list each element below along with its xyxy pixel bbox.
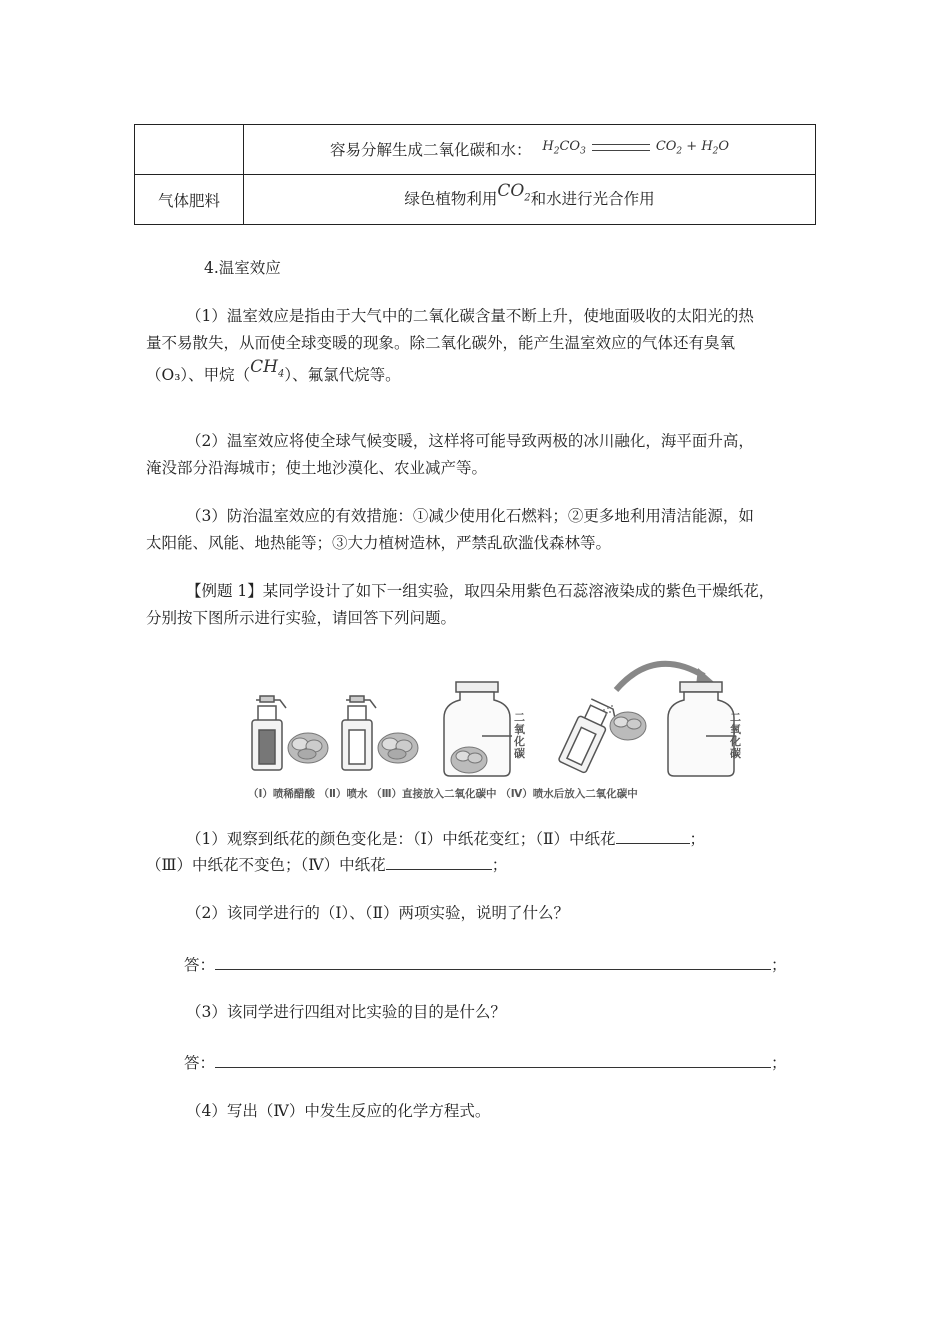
gas-jar-icon xyxy=(668,682,736,776)
answer-blank[interactable] xyxy=(616,829,690,844)
spray-bottle-icon xyxy=(342,696,376,770)
table-cell-label xyxy=(135,125,244,175)
section-title: 4.温室效应 xyxy=(204,259,281,277)
example-line-1: 【例题 1】某同学设计了如下一组实验，取四朵用紫色石蕊溶液染成的紫色干燥纸花， xyxy=(186,582,775,600)
example-line-2: 分别按下图所示进行实验，请回答下列问题。 xyxy=(146,609,457,627)
property-table xyxy=(134,124,816,225)
table-cell-text: 容易分解生成二氧化碳和水： xyxy=(329,140,532,159)
paragraph-1-line-1: （1）温室效应是指由于大气中的二氧化碳含量不断上升，使地面吸收的太阳光的热 xyxy=(186,307,754,325)
figure-caption: （Ⅰ）喷稀醋酸 （Ⅱ）喷水 （Ⅲ）直接放入二氧化碳中 （Ⅳ）喷水后放入二氧化碳中 xyxy=(248,788,638,800)
table-row xyxy=(135,175,816,225)
table-cell-label: 气体肥料 xyxy=(135,175,244,225)
paragraph-1-line-3: （O₃）、甲烷$(CH_4)$、氟氯代烷等。 xyxy=(146,357,401,384)
answer-line[interactable] xyxy=(215,955,771,970)
table-row xyxy=(135,125,816,175)
table-cell-content: 绿色植物利用$CO_2$和水进行光合作用 xyxy=(244,175,816,225)
table-cell-content xyxy=(244,125,816,175)
jar-label-co2: 二氧化碳 xyxy=(514,711,525,760)
paragraph-2-line-1: （2）温室效应将使全球气候变暖，这样将可能导致两极的冰川融化，海平面升高， xyxy=(186,432,754,450)
flower-icon xyxy=(378,733,418,763)
co2-formula: $CO_2$ xyxy=(497,181,531,204)
chemical-equation: $H_2CO_3$ $CO_2 + H_2O$ xyxy=(542,138,730,157)
experiment-figure xyxy=(244,648,744,808)
jar-label-co2: 二氧化碳 xyxy=(730,711,741,760)
flower-icon xyxy=(288,733,328,763)
example-label: 【例题 1】 xyxy=(186,582,263,600)
paragraph-3-line-2: 太阳能、风能、地热能等；③大力植树造林，严禁乱砍滥伐森林等。 xyxy=(146,534,612,552)
question-1-line-2: （Ⅲ）中纸花不变色；（Ⅳ）中纸花 ； xyxy=(146,856,508,874)
spray-bottle-icon xyxy=(252,696,286,770)
question-3-answer: 答： ； xyxy=(184,1054,787,1072)
paragraph-2-line-2: 淹没部分沿海城市；使土地沙漠化、农业减产等。 xyxy=(146,459,488,477)
paragraph-1-line-2: 量不易散失，从而使全球变暖的现象。除二氧化碳外，能产生温室效应的气体还有臭氧 xyxy=(146,334,736,352)
equals-sign-icon xyxy=(592,144,650,151)
question-4-text: （4）写出（Ⅳ）中发生反应的化学方程式。 xyxy=(186,1102,491,1120)
answer-blank[interactable] xyxy=(386,855,492,870)
experiment-illustration xyxy=(244,648,744,808)
flower-icon xyxy=(451,747,487,773)
question-2-text: （2）该同学进行的（Ⅰ）、（Ⅱ）两项实验，说明了什么？ xyxy=(186,904,570,922)
flower-icon xyxy=(610,712,646,740)
question-3-text: （3）该同学进行四组对比实验的目的是什么？ xyxy=(186,1003,506,1021)
question-1-line-1: （1）观察到纸花的颜色变化是：（Ⅰ）中纸花变红；（Ⅱ）中纸花 ； xyxy=(186,830,706,848)
paragraph-3-line-1: （3）防治温室效应的有效措施：①减少使用化石燃料；②更多地利用清洁能源，如 xyxy=(186,507,754,525)
spray-bottle-icon xyxy=(558,697,618,775)
question-2-answer: 答： ； xyxy=(184,956,787,974)
ch4-formula: $CH_4$ xyxy=(250,357,285,380)
answer-line[interactable] xyxy=(215,1053,771,1068)
